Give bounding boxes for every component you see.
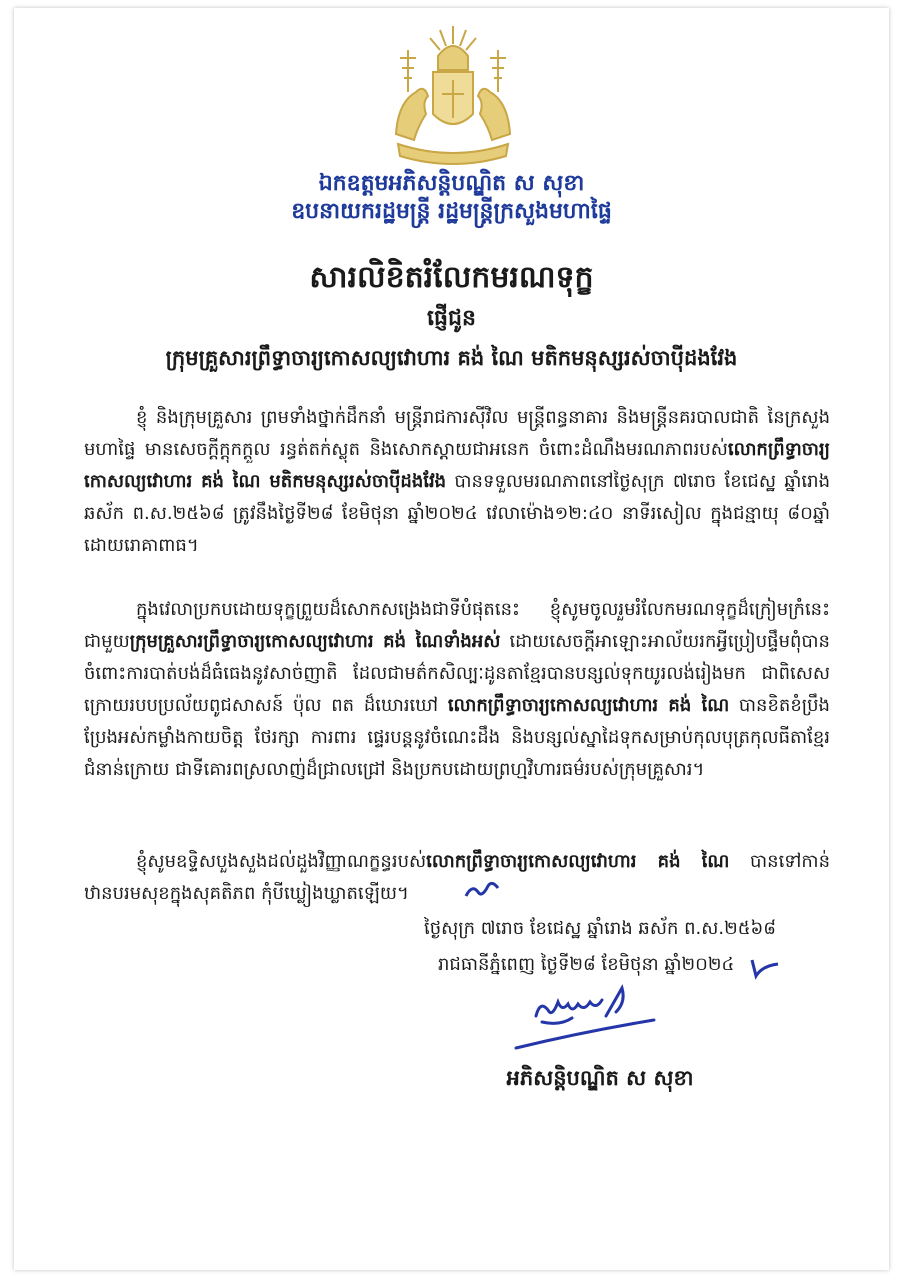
paragraph-3 [84, 846, 830, 910]
paragraph-3-text-end: បានទៅកាន់ឋានបរមសុខក្នុងសុគតិភព កុំបីឃ្លៀងឃ្លាតឡើយ។ [84, 851, 830, 904]
paragraph-1-text-end: បានទទួលមរណភាពនៅថ្ងៃសុក្រ ៧រោច ខែជេស្ឋ ឆ្នាំរោង ឆស័ក ព.ស.២៥៦៨ ត្រូវនឹងថ្ងៃទី២៨ ខែមិថុនា ឆ្នាំ២០២៤ វេលាម៉ោង១២:៤០ នាទីរសៀល ក្នុងជន្មាយុ ៨០ឆ្នាំ ដោយរោគាពាធ។ [84, 471, 830, 556]
date-initial-mark-icon [748, 954, 782, 980]
sender-position: ឧបនាយករដ្ឋមន្ត្រី រដ្ឋមន្ត្រីក្រសួងមហាផ្ទៃ [291, 199, 612, 224]
paragraph-1-bold: លោកព្រឹទ្ធាចារ្យកោសល្យវោហារ គង់ ណៃ មតិកមនុស្សរស់ចាប៉ីដងវែង [84, 439, 830, 492]
paragraph-1-text: ខ្ញុំ និងក្រុមគ្រួសារ ព្រមទាំងថ្នាក់ដឹកនាំ មន្ត្រីរាជការស៊ីវិល មន្ត្រីពន្ធនាគារ និងមន្ត្រីនគរបាលជាតិ នៃក្រសួងមហាផ្ទៃ មានសេចក្តីក្តុកក្តួល រន្ធត់តក់ស្លុត និងសោកស្តាយជាអនេក ចំពោះដំណឹងមរណភាពរបស់ [84, 407, 830, 460]
sender-name: ឯកឧត្តមអភិសន្តិបណ្ឌិត ស សុខា [318, 171, 585, 196]
date-solar: រាជធានីភ្នំពេញ ថ្ងៃទី២៨ ខែមិថុនា ឆ្នាំ២០២៤ [438, 954, 735, 975]
letter-recipient: ក្រុមគ្រួសារព្រឹទ្ធាចារ្យកោសល្យវោហារ គង់ ណៃ មតិកមនុស្សរស់ចាប៉ីដងវែង [165, 346, 738, 370]
signer-name: អភិសន្តិបណ្ឌិត ស សុខា [506, 1066, 694, 1090]
paragraph-2-bold-2: លោកព្រឹទ្ធាចារ្យកោសល្យវោហារ គង់ ណៃ [447, 695, 730, 716]
paragraph-2-text: ក្នុងវេលាប្រកបដោយទុក្ខព្រួយដ៏សោកសង្រេងជាទីបំផុតនេះ ខ្ញុំសូមចូលរួមរំលែកមរណទុក្ខដ៏ក្រៀមក្រំនេះជាមួយ [84, 599, 830, 652]
paragraph-2-text-mid: ដោយសេចក្តីអាឡោះអាល័យរកអ្វីប្រៀបផ្ទឹមពុំបាន ចំពោះការបាត់បង់ដ៏ធំធេងនូវសាច់ញាតិ ដែលជាមត៌កសិល្បៈដូនតាខ្មែរបានបន្សល់ទុកយូរលង់រៀងមក ជាពិសេសក្រោយរបបប្រល័យពូជសាសន៍ ប៉ុល ពត ដ៏ឃោរឃៅ [84, 631, 830, 716]
letter-subtitle: ផ្ញើជូន [427, 306, 476, 331]
paragraph-2-text-end: បានខិតខំប្រឹងប្រែងអស់កម្លាំងកាយចិត្ត ថែរក្សា ការពារ ផ្ទេរបន្តនូវចំណេះដឹង និងបន្សល់ស្នាដៃទុកសម្រាប់កុលបុត្រកុលធីតាខ្មែរជំនាន់ក្រោយ ជាទីគោរពស្រលាញ់ដ៏ជ្រាលជ្រៅ និងប្រកបដោយព្រហ្មវិហារធម៌របស់ក្រុមគ្រួសារ។ [84, 695, 830, 780]
paragraph-1 [84, 402, 830, 562]
paragraph-2-bold-1: ក្រុមគ្រួសារព្រឹទ្ធាចារ្យកោសល្យវោហារ គង់ ណៃទាំងអស់ [129, 631, 501, 652]
signature-icon [512, 982, 662, 1052]
initial-mark-icon [462, 878, 502, 902]
letter-title: សារលិខិតរំលែកមរណទុក្ខ [309, 260, 594, 295]
paragraph-3-text: ខ្ញុំសូមឧទ្ទិសបួងសួងដល់ដួងវិញ្ញាណក្ខន្ធរបស់ [136, 851, 427, 872]
paragraph-3-bold: លោកព្រឹទ្ធាចារ្យកោសល្យវោហារ គង់ ណៃ [426, 851, 730, 872]
royal-emblem-icon [378, 22, 528, 167]
date-lunar: ថ្ងៃសុក្រ ៧រោច ខែជេស្ឋ ឆ្នាំរោង ឆស័ក ព.ស.២៥៦៨ [424, 918, 776, 939]
paragraph-2 [84, 594, 830, 786]
